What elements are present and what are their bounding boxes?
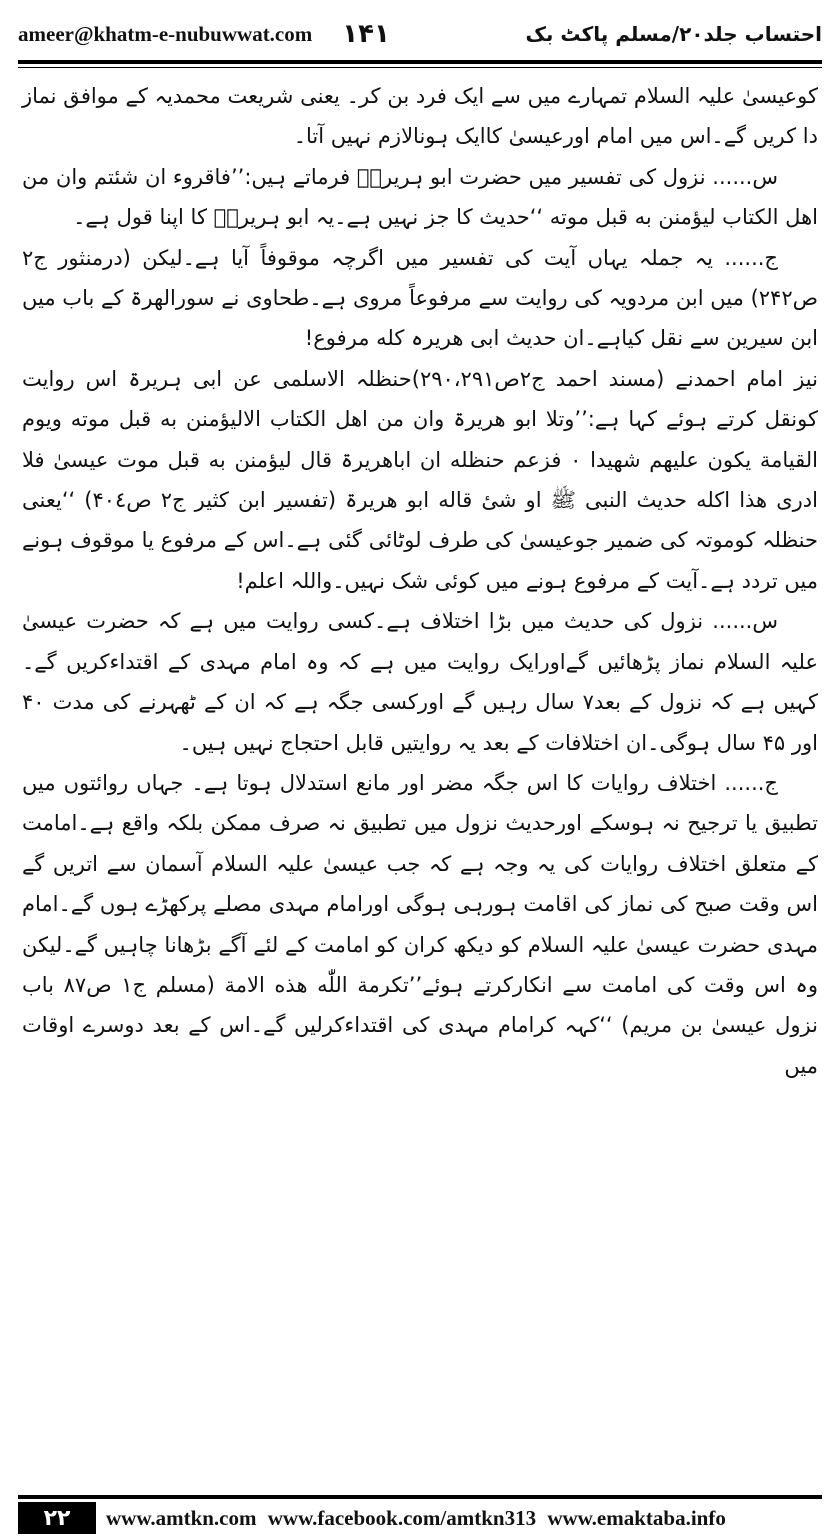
header-book-title: احتساب جلد۲۰/مسلم پاکٹ بک xyxy=(525,22,822,46)
footer-page-number: ۲۲ xyxy=(18,1502,96,1534)
page-header xyxy=(18,14,822,54)
paragraph-1: کوعیسیٰ علیہ السلام تمہارے میں سے ایک فرد بن کر۔ یعنی شریعت محمدیہ کے موافق نماز دا کریں گے۔اس میں امام اورعیسیٰ کاایک ہونالازم نہیں آتا۔ xyxy=(22,84,818,149)
paragraph-question-1: س...... نزول کی تفسیر میں حضرت ابو ہریرہؓ فرماتے ہیں:’’فاقروء ان شئتم وان من اھل الکتاب لیؤمنن به قبل موته ‘‘حدیث کا جز نہیں ہے۔یہ ابو ہریرہؓ کا اپنا قول ہے۔ xyxy=(22,164,818,230)
paragraph-4: نیز امام احمدنے (مسند احمد ج۲ص۲۹۰،۲۹۱)حنظلہ الاسلمی عن ابی ہریرۃ اس روایت کونقل کرتے ہوئے کہا ہے:’’وتلا ابو ھریرۃ وان من اھل الکتاب الالیؤمنن به قبل موته ویوم القیامة یکون علیھم شھیدا ۰ فزعم حنظله ان اباھریرۃ قال لیؤمنن به قبل موت عیسیٰ فلا ادری ھذا اکله حدیث النبی ﷺ او شیٔ قاله ابو ھریرۃ (تفسیر ابن کثیر ج۲ ص۴۰٤) ‘‘یعنی حنظلہ کوموتہ کی ضمیر جوعیسیٰ کی طرف لوٹائی گئی ہے۔اس کے مرفوع یا موقوف ہونے میں تردد ہے۔آیت کے مرفوع ہونے میں کوئی شک نہیں۔واللہ اعلم! xyxy=(22,366,818,593)
paragraph-question-2: س...... نزول کی حدیث میں بڑا اختلاف ہے۔کسی روایت میں ہے کہ حضرت عیسیٰ علیہ السلام نماز پڑھائیں گےاورایک روایت میں ہے کہ وہ امام مہدی کے اقتداءکریں گے۔کہیں ہے کہ نزول کے بعد۷ سال رہیں گے اورکسی جگہ ہے کہ ان کے ٹھہرنے کی مدت ۴۰ اور ۴۵ سال ہوگی۔ان اختلافات کے بعد یہ روایتیں قابل احتجاج نہیں ہیں۔ xyxy=(22,609,818,755)
header-email: ameer@khatm-e-nubuwwat.com xyxy=(18,21,313,46)
page-body xyxy=(22,76,818,1086)
header-rule-thin xyxy=(18,67,822,68)
paragraph-answer-2: ج...... اختلاف روایات کا اس جگہ مضر اور مانع استدلال ہوتا ہے۔ جہاں روائتوں میں تطبیق یا ترجیح نہ ہوسکے اورحدیث نزول میں تطبیق نہ صرف ممکن بلکہ واقع ہے۔امامت کے متعلق اختلاف روایات کی یہ وجہ ہے کہ جب عیسیٰ علیہ السلام آسمان سے اتریں گے اس وقت صبح کی نماز کی اقامت ہورہی ہوگی اورامام مہدی مصلے پرکھڑے ہوں گے۔امام مہدی حضرت عیسیٰ علیہ السلام کو دیکھ کران کو امامت کے لئے آگے بڑھانا چاہیں گے۔لیکن وہ اس وقت کی امامت سے انکارکرتے ہوئے’’تکرمة اللّٰه ھذه الامة (مسلم ج۱ ص۸۷ باب نزول عیسیٰ بن مریم) ‘‘کہہ کرامام مہدی کی اقتداءکرلیں گے۔اس کے بعد دوسرے اوقات میں xyxy=(22,770,818,1078)
footer-rule xyxy=(18,1495,822,1499)
footer-links: www.amtkn.com www.facebook.com/amtkn313 www.emaktaba.info xyxy=(106,1505,726,1530)
header-rule-thick xyxy=(18,60,822,64)
header-page-number: ۱۴۱ xyxy=(342,19,390,49)
page-footer xyxy=(18,1502,822,1534)
paragraph-answer-1: ج...... یہ جملہ یہاں آیت کی تفسیر میں اگرچہ موقوفاً آیا ہے۔لیکن (درمنثور ج۲ ص۲۴۲) میں ابن مردویہ کی روایت سے مرفوعاً مروی ہے۔طحاوی نے سورالھرۃ کے باب میں ابن سیرین سے نقل کیاہے۔ان حدیث ابی ھریرہ کله مرفوع! xyxy=(22,245,818,351)
header-left xyxy=(18,19,390,49)
